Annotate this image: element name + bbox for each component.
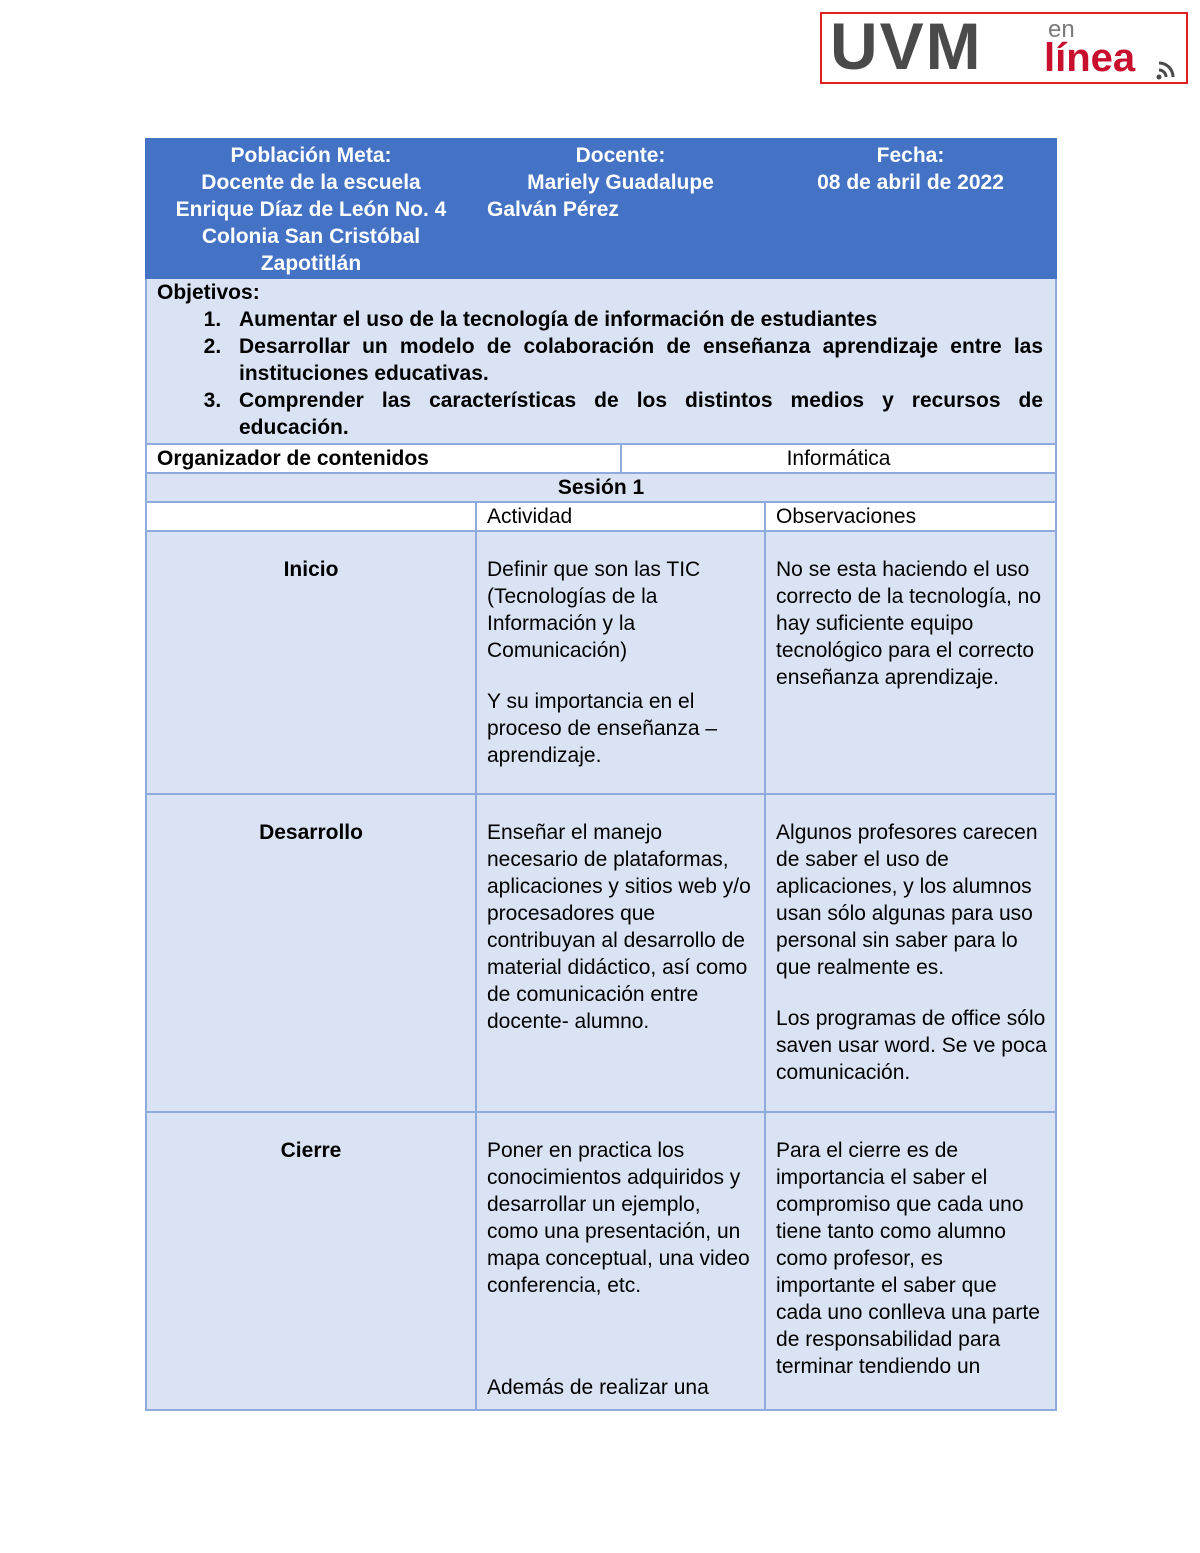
stage-label: Cierre [146, 1112, 476, 1410]
objetivo-item: 3. Comprender las características de los distintos medios y recursos de educación. [227, 387, 1043, 441]
poblacion-line: Zapotitlán [260, 252, 362, 275]
sesion-title: Sesión 1 [146, 473, 1056, 502]
actividad-text: Enseñar el manejo necesario de plataformas, aplicaciones y sitios web y/o procesadores que contribuyan al desarrollo de material didáctico, así como de comunicación entre docente- alumno. [487, 821, 751, 1033]
poblacion-cell [146, 139, 476, 278]
logo-brand: UVM [830, 9, 983, 83]
planning-document [145, 138, 1055, 1411]
actividad-cell [476, 794, 765, 1112]
docente-cell [476, 139, 765, 278]
objetivos-cell [146, 278, 1056, 444]
observaciones-cell [765, 794, 1056, 1112]
empty-header-cell [146, 502, 476, 531]
objetivos-list [157, 306, 1043, 441]
observaciones-text: Algunos profesores carecen de saber el uso de aplicaciones, y los alumnos usan sólo algunas para uso personal sin saber para lo que realmente es. [776, 821, 1038, 979]
actividad-text: Y su importancia en el proceso de enseñanza – aprendizaje. [487, 690, 718, 767]
objetivos-title: Objetivos: [157, 281, 260, 304]
docente-line: Mariely Guadalupe [527, 171, 714, 194]
table-row [146, 794, 1056, 1112]
actividad-text: Además de realizar una [487, 1376, 709, 1399]
header-row [146, 139, 1056, 278]
fecha-cell [765, 139, 1056, 278]
poblacion-line: Colonia San Cristóbal [201, 225, 421, 248]
objetivo-item: 2. Desarrollar un modelo de colaboración de enseñanza aprendizaje entre las instituciones educativas. [227, 333, 1043, 387]
objetivos-row [146, 278, 1056, 444]
actividad-text: Poner en practica los conocimientos adquiridos y desarrollar un ejemplo, como una presentación, un mapa conceptual, una video conferencia, etc. [487, 1139, 750, 1297]
docente-title: Docente: [575, 144, 666, 167]
observaciones-cell [765, 1112, 1056, 1410]
actividad-cell [476, 531, 765, 794]
uvm-en-linea-logo [820, 9, 1188, 84]
organizador-label: Organizador de contenidos [146, 444, 621, 473]
observaciones-text: Los programas de office sólo saven usar word. Se ve poca comunicación. [776, 1007, 1047, 1084]
objetivo-item: 1. Aumentar el uso de la tecnología de información de estudiantes [227, 306, 1043, 333]
observaciones-text: No se esta haciendo el uso correcto de la tecnología, no hay suficiente equipo tecnológico para el correcto enseñanza aprendizaje. [776, 558, 1042, 689]
table-row [146, 1112, 1056, 1410]
actividad-header: Actividad [476, 502, 765, 531]
organizador-value: Informática [621, 444, 1056, 473]
organizador-row [146, 444, 1056, 473]
logo-superscript: en [1048, 16, 1075, 43]
actividad-text: Definir que son las TIC (Tecnologías de la Información y la Comunicación) [487, 558, 701, 662]
stage-label: Desarrollo [146, 794, 476, 1112]
planning-table [145, 138, 1057, 1411]
stage-label: Inicio [146, 531, 476, 794]
signal-icon [1156, 58, 1178, 80]
poblacion-line: Enrique Díaz de León No. 4 [175, 198, 447, 221]
fecha-title: Fecha: [876, 144, 945, 167]
docente-line: Galván Pérez [487, 198, 619, 221]
table-row [146, 531, 1056, 794]
poblacion-line: Docente de la escuela [201, 171, 421, 194]
observaciones-cell [765, 531, 1056, 794]
poblacion-title: Población Meta: [230, 144, 392, 167]
observaciones-text: Para el cierre es de importancia el saber el compromiso que cada uno tiene tanto como alumno como profesor, es importante el saber que cada uno conlleva una parte de responsabilidad para terminar tendiendo un [776, 1139, 1040, 1378]
fecha-value: 08 de abril de 2022 [817, 171, 1004, 194]
column-header-row [146, 502, 1056, 531]
logo-word: línea [1044, 36, 1136, 80]
observaciones-header: Observaciones [765, 502, 1056, 531]
actividad-cell [476, 1112, 765, 1410]
sesion-row [146, 473, 1056, 502]
